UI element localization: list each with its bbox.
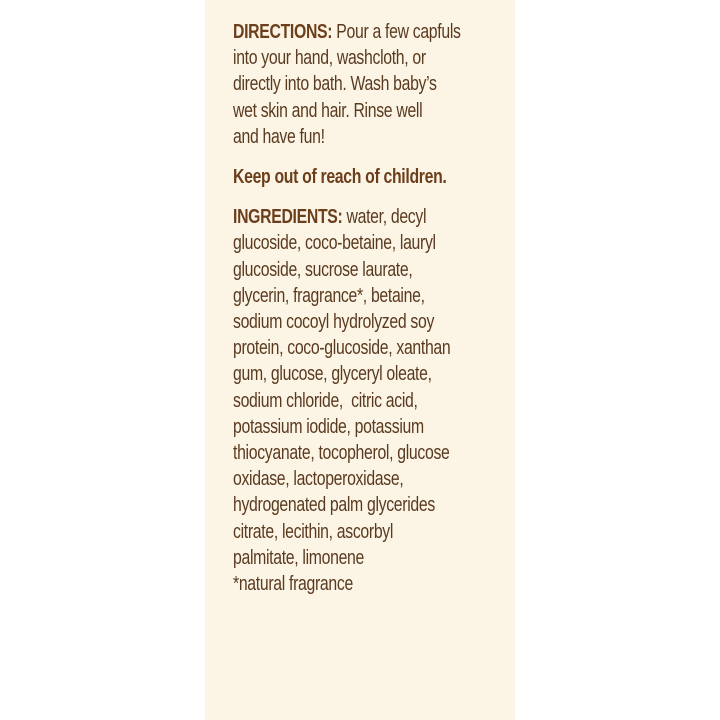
ingredients-line: sodium cocoyl hydrolyzed soy [233, 311, 435, 334]
ingredients-paragraph [233, 204, 505, 597]
ingredients-text: water, decyl [342, 206, 427, 229]
warning-text: Keep out of reach of children. [233, 166, 447, 189]
directions-line: into your hand, washcloth, or [233, 47, 426, 70]
ingredients-line: gum, glucose, glyceryl oleate, [233, 363, 432, 386]
ingredients-line: citrate, lecithin, ascorbyl [233, 520, 394, 543]
directions-text: Pour a few capfuls [332, 21, 461, 43]
directions-line: and have fun! [233, 125, 325, 148]
ingredients-line: *natural fragrance [233, 573, 353, 596]
label-text-block [233, 19, 505, 597]
ingredients-line: glucoside, sucrose laurate, [233, 258, 413, 281]
ingredients-line: sodium chloride, citric acid, [233, 389, 418, 412]
directions-line [233, 19, 505, 45]
warning-paragraph [233, 164, 505, 190]
ingredients-line: thiocyanate, tocopherol, glucose [233, 442, 450, 465]
ingredients-line: protein, coco-glucoside, xanthan [233, 337, 451, 360]
ingredients-line: palmitate, limonene [233, 546, 365, 569]
ingredients-line [233, 204, 505, 230]
directions-line: directly into bath. Wash baby’s [233, 73, 437, 96]
ingredients-line: glucoside, coco-betaine, lauryl [233, 232, 436, 255]
ingredients-line: hydrogenated palm glycerides [233, 494, 435, 517]
ingredients-heading: INGREDIENTS: [233, 206, 343, 229]
ingredients-line: potassium iodide, potassium [233, 415, 424, 438]
directions-paragraph [233, 19, 505, 150]
label-panel [205, 0, 515, 720]
ingredients-line: glycerin, fragrance*, betaine, [233, 284, 425, 307]
directions-heading: DIRECTIONS: [233, 21, 333, 43]
ingredients-line: oxidase, lactoperoxidase, [233, 468, 404, 491]
directions-line: wet skin and hair. Rinse well [233, 99, 423, 122]
